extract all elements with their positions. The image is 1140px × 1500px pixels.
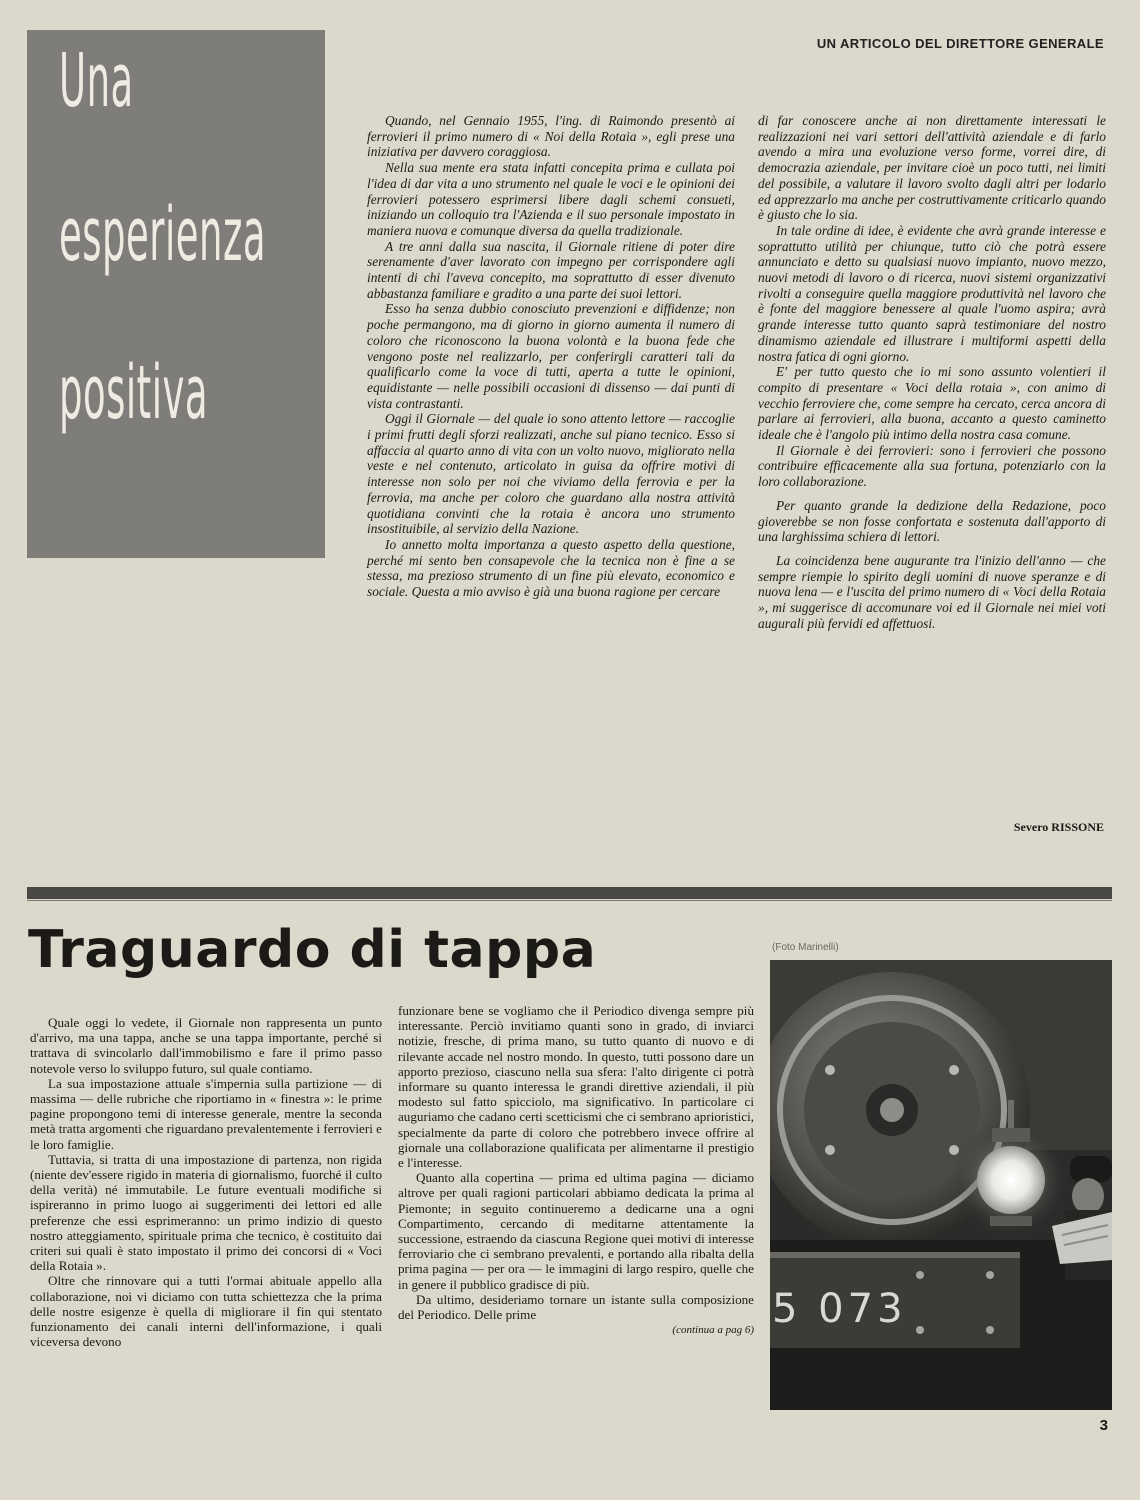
locomotive-photo [770,960,1112,1410]
article1-column-1 [367,113,735,600]
paragraph: Io annetto molta importanza a questo aspetto della questione, perché mi sento ben consapevole che la tecnica non è fine a se stessa, ma prezioso strumento di un fine più elevato, economico e sociale. Questa a mio avviso è già una buona ragione per cercare [367,536,735,600]
section-divider-thin [27,900,1112,901]
author-signature: Severo RISSONE [1013,820,1104,834]
paragraph: di far conoscere anche ai non direttamente interessati le realizzazioni nei vari settori dell'attività aziendale e di farlo avendo a mira una evoluzione verso forme, vorrei dire, di democrazia aziendale, per invitare cioè un poco tutti, nei limiti del possibile, a valutare il lavoro svolto dagli altri per lodarlo ed apprezzarlo ma anche per costruttivamente criticarlo quando è giusto che lo sia. [758,113,1106,223]
paragraph: funzionare bene se vogliamo che il Periodico divenga sempre più interessante. Perciò invitiamo quanti sono in grado, di inviarci notizie, fresche, di prima mano, su tutto quanto di nuovo e di rilevante accade nel nostro mondo. In questo, tutti possono dare un apporto prezioso, ciascuno nella sua sfera: l'alto dirigente ci potrà informare su quanto interessa le grandi direttive aziendali, il più modesto sul fatto spicciolo, ma significativo. In particolare ci auguriamo che cadano certi scetticismi che ci sembrano aprioristici, specialmente da parte di coloro che potrebbero invece offrire al giornale una collaborazione qualificata per alimentarne il prestigio e l'interesse. [398,1003,754,1171]
paragraph: In tale ordine di idee, è evidente che avrà grande interesse e soprattutto utilità per chiunque, tutto ciò che potrà essere annunciato e detto su qualsiasi nuovo impianto, nuovo mezzo, nuovi metodi di lavoro o di ricerca, nuovi sistemi organizzativi rivolti a conseguire quella maggiore produttività nel lavoro che è fonte del maggiore benessere al quale l'uomo aspira; avrà grande interesse tutto quanto saprà testimoniare del nostro dinamismo aziendale ed illustrare i multiformi aspetti della nostra fatica di ogni giorno. [758,222,1106,364]
article2-headline: Traguardo di tappa [28,920,597,980]
paragraph: Esso ha senza dubbio conosciuto prevenzioni e diffidenze; non poche permangono, ma di giorno in giorno aumenta il numero di coloro che riconoscono la buona volontà e la buona fede che vengono poste nel realizzarlo, per conferirgli caratteri tali da qualificarlo come la voce di tutti, aperta a tutte le opinioni, equidistante — nelle possibili occasioni di dissenso — dai punti di vista contrastanti. [367,301,735,411]
section-divider [27,887,1112,899]
paragraph: Oltre che rinnovare qui a tutti l'ormai abituale appello alla collaborazione, noi vi diciamo con tutta schiettezza che la prima delle nostre esigenze è quella di migliorare il fin qui stentato funzionamento dei canali interni dell'informazione, i quali viceversa devono [30,1273,382,1350]
locomotive-photo-image [770,960,1112,1410]
section-kicker: UN ARTICOLO DEL DIRETTORE GENERALE [816,36,1104,51]
title-box [27,30,325,558]
article1-column-2 [758,113,1106,632]
article2-column-2 [398,1003,754,1338]
paragraph: Tuttavia, si tratta di una impostazione di partenza, non rigida (niente dev'essere rigido in materia di giornalismo, fuorché il culto della verità) né immutabile. Le future eventuali modifiche si ispireranno in primo luogo ai suggerimenti dei lettori ed alle preferenze che essi esprimeranno: un primo indizio di questo nostro atteggiamento, spirituale prima che tecnico, è costituito dai criteri sui quali è stato impostato il primo dei concorsi di « Voci della Rotaia ». [30,1151,382,1274]
paragraph: Il Giornale è dei ferrovieri: sono i ferrovieri che possono contribuire efficacemente alla sua fortuna, potenziarlo con la loro collaborazione. [758,442,1106,490]
title-line-3: positiva [59,350,209,436]
paragraph: Da ultimo, desideriamo tornare un istante sulla composizione del Periodico. Delle prime [398,1291,754,1323]
title-line-1: Una [59,38,134,124]
article2-column-1 [30,1015,382,1349]
locomotive-number: 5 073 [772,1286,907,1332]
paragraph: E' per tutto questo che io mi sono assunto volentieri il compito di presentare « Voci della rotaia », con animo di vecchio ferroviere che, come sempre ha cercato, cerca ancora di parlare ai ferrovieri, alla buona, accanto a questo caminetto ideale che è l'angolo più intimo della nostra casa comune. [758,364,1106,443]
paragraph: Quale oggi lo vedete, il Giornale non rappresenta un punto d'arrivo, ma una tappa, anche se una tappa importante, perché si trattava di svincolarlo dall'immobilismo e fare il primo passo notevole verso lo sviluppo futuro, sul quale contiamo. [30,1015,382,1076]
page-number: 3 [1099,1417,1108,1434]
title-line-2: esperienza [59,192,267,278]
paragraph: Quando, nel Gennaio 1955, l'ing. di Raimondo presentò ai ferrovieri il primo numero di « Noi della Rotaia », egli prese una iniziativa per davvero coraggiosa. [367,113,735,160]
paragraph: Oggi il Giornale — del quale io sono attento lettore — raccoglie i primi frutti degli sforzi realizzati, anche sul piano tecnico. Esso si affaccia al quarto anno di vita con un volto nuovo, migliorato nella veste e nel contenuto, articolato in guisa da offrire motivi di interesse non solo per noi che viviamo della ferrovia e per la ferrovia, ma anche per coloro che guardano alla nostra attività quotidiana convinti che la rotaia è ancora uno strumento insostituibile, al servizio della Nazione. [367,411,735,537]
paragraph: Per quanto grande la dedizione della Redazione, poco gioverebbe se non fosse confortata e sostenuta dall'apporto di una larghissima schiera di lettori. [758,497,1106,545]
paragraph: La coincidenza bene augurante tra l'inizio dell'anno — che sempre riempie lo spirito degli uomini di nuove speranze e di nuova lena — e l'uscita del primo numero di « Voci della Rotaia », mi suggerisce di accomunare voi ed il Giornale nei miei voti augurali più fervidi ed affettuosi. [758,552,1106,631]
paragraph: Nella sua mente era stata infatti concepita prima e cullata poi l'idea di dar vita a uno strumento nel quale le voci e le opinioni dei ferrovieri potessero esprimersi libere dagli schemi consueti, iniziando un colloquio tra l'Azienda e il suo personale impostato in maniera nuova e comunque diversa da quella tradizionale. [367,160,735,238]
paragraph: Quanto alla copertina — prima ed ultima pagina — diciamo altrove per quali ragioni particolari abbiamo dedicata la prima al Piemonte; in seguito continueremo a dedicarne una a ogni Compartimento, cercando di meditarne attentamente la successione, estraendo da ciascuna Regione quei motivi di interesse ferroviario che ci sembrano prevalenti, e portando alla ribalta della prima pagina — per ora — le immagini di largo respiro, quelle che in genere il pubblico gradisce di più. [398,1170,754,1292]
paragraph: A tre anni dalla sua nascita, il Giornale ritiene di poter dire serenamente d'aver lavorato con impegno per corrispondere agli intenti di chi l'aveva concepito, ma soprattutto di esser divenuto abbastanza familiare e gradito a una parte dei suoi lettori. [367,238,735,301]
continued-note: (continua a pag 6) [672,1324,754,1337]
photo-credit: (Foto Marinelli) [772,942,839,953]
paragraph: La sua impostazione attuale s'impernia sulla partizione — di massima — delle rubriche che riportiamo in « finestra »: le prime pagine propongono temi di interesse generale, mentre la seconda metà tratta argomenti che riguardano prevalentemente i ferrovieri e le loro famiglie. [30,1075,382,1152]
